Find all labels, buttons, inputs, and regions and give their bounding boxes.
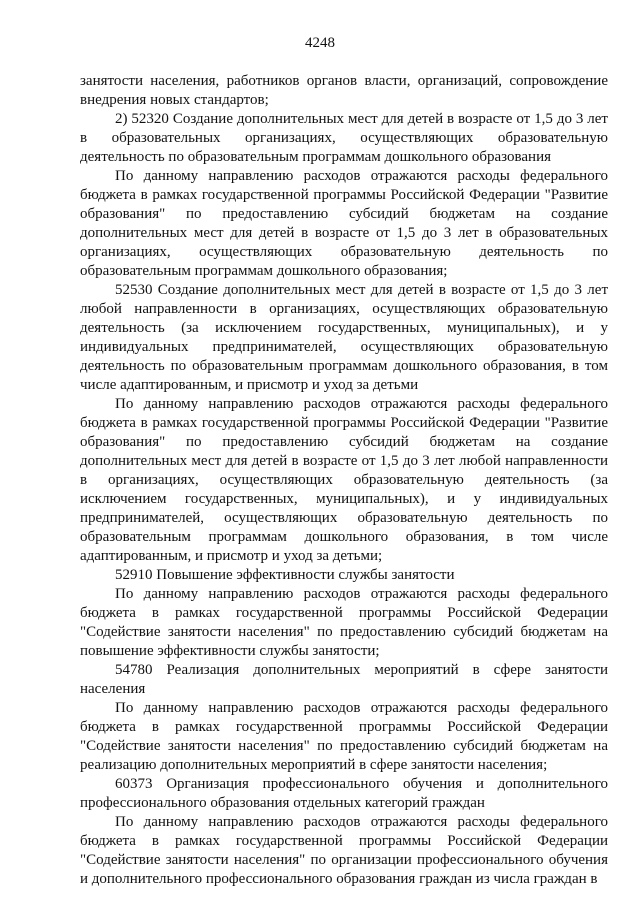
paragraph-52320-description: По данному направлению расходов отражаются расходы федерального бюджета в рамках государственной программы Российской Федерации "Развитие образования" по предоставлению субсидий бюджетам на создание дополнительных мест для детей в возрасте от 1,5 до 3 лет в образовательных организациях, осуществляющих образовательную деятельность по образовательным программам дошкольного образования; [80, 168, 608, 279]
paragraph-60373-heading: 60373 Организация профессионального обучения и дополнительного профессионального образования отдельных категорий граждан [80, 776, 608, 811]
paragraph-60373-description: По данному направлению расходов отражаются расходы федерального бюджета в рамках государственной программы Российской Федерации "Содействие занятости населения" по организации профессионального обучения и дополнительного профессионального образования граждан из числа граждан в [80, 814, 608, 887]
paragraph-52320-heading: 2) 52320 Создание дополнительных мест для детей в возрасте от 1,5 до 3 лет в образовательных организациях, осуществляющих образовательную деятельность по образовательным программам дошкольного образования [80, 111, 608, 165]
paragraph-continuation: занятости населения, работников органов власти, организаций, сопровождение внедрения новых стандартов; [80, 73, 608, 108]
paragraph-52910-description: По данному направлению расходов отражаются расходы федерального бюджета в рамках государственной программы Российской Федерации "Содействие занятости населения" по предоставлению субсидий бюджетам на повышение эффективности службы занятости; [80, 586, 608, 659]
paragraph-52530-heading: 52530 Создание дополнительных мест для детей в возрасте от 1,5 до 3 лет любой направленности в организациях, осуществляющих образовательную деятельность (за исключением государственных, муниципальных), и у индивидуальных предпринимателей, осуществляющих образовательную деятельность по образовательным программам дошкольного образования, в том числе адаптированным, и присмотр и уход за детьми [80, 282, 608, 393]
document-body [80, 72, 608, 889]
paragraph-54780-heading: 54780 Реализация дополнительных мероприятий в сфере занятости населения [80, 662, 608, 697]
paragraph-52530-description: По данному направлению расходов отражаются расходы федерального бюджета в рамках государственной программы Российской Федерации "Развитие образования" по предоставлению субсидий бюджетам на создание дополнительных мест для детей в возрасте от 1,5 до 3 лет любой направленности в организациях, осуществляющих образовательную деятельность (за исключением государственных, муниципальных), и у индивидуальных предпринимателей, осуществляющих образовательную деятельность по образовательным программам дошкольного образования, в том числе адаптированным, и присмотр и уход за детьми; [80, 396, 608, 564]
paragraph-54780-description: По данному направлению расходов отражаются расходы федерального бюджета в рамках государственной программы Российской Федерации "Содействие занятости населения" по предоставлению субсидий бюджетам на реализацию дополнительных мероприятий в сфере занятости населения; [80, 700, 608, 773]
page-number: 4248 [305, 35, 335, 51]
paragraph-52910-heading: 52910 Повышение эффективности службы занятости [115, 567, 455, 583]
